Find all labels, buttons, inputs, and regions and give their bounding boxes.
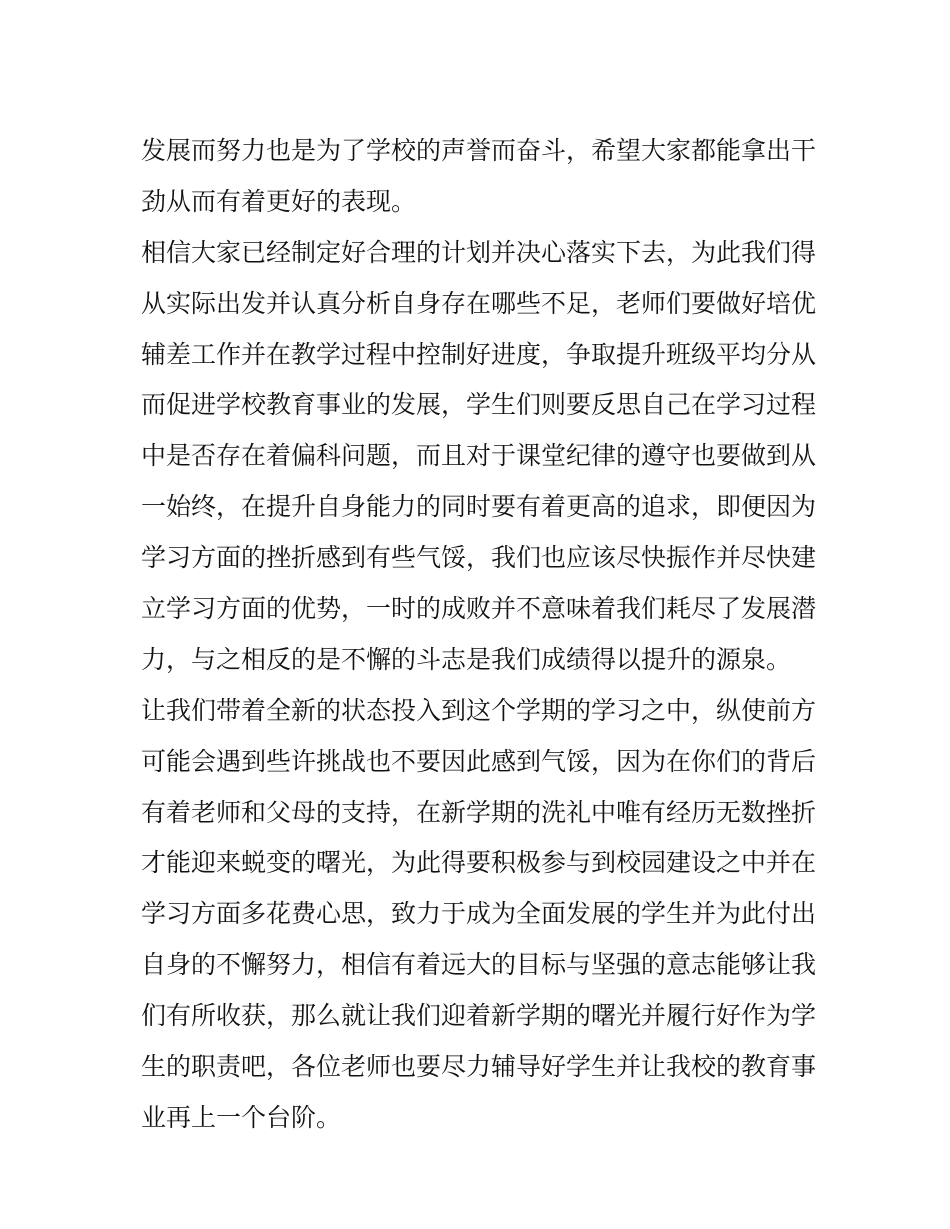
text-line-16: 学习方面多花费心思，致力于成为全面发展的学生并为此付出 [141,899,817,929]
text-line-15: 才能迎来蜕变的曙光，为此得要积极参与到校园建设之中并在 [141,848,817,878]
text-line-8: 一始终，在提升自身能力的同时要有着更高的追求，即便因为 [141,492,817,522]
text-line-9: 学习方面的挫折感到有些气馁，我们也应该尽快振作并尽快建 [141,543,817,573]
text-line-11: 力，与之相反的是不懈的斗志是我们成绩得以提升的源泉。 [141,644,792,674]
text-line-19: 生的职责吧，各位老师也要尽力辅导好学生并让我校的教育事 [141,1052,817,1082]
text-line-18: 们有所收获，那么就让我们迎着新学期的曙光并履行好作为学 [141,1001,817,1031]
text-line-12: 让我们带着全新的状态投入到这个学期的学习之中，纵使前方 [141,695,817,725]
text-line-13: 可能会遇到些许挑战也不要因此感到气馁，因为在你们的背后 [141,746,817,776]
text-line-2: 劲从而有着更好的表现。 [141,186,417,216]
text-line-4: 从实际出发并认真分析自身存在哪些不足，老师们要做好培优 [141,288,817,318]
text-line-6: 而促进学校教育事业的发展，学生们则要反思自己在学习过程 [141,390,817,420]
text-line-3: 相信大家已经制定好合理的计划并决心落实下去，为此我们得 [141,237,817,267]
text-line-10: 立学习方面的优势，一时的成败并不意味着我们耗尽了发展潜 [141,594,817,624]
text-line-7: 中是否存在着偏科问题，而且对于课堂纪律的遵守也要做到从 [141,441,817,471]
document-body [141,126,821,1144]
text-line-5: 辅差工作并在教学过程中控制好进度，争取提升班级平均分从 [141,339,817,369]
text-line-20: 业再上一个台阶。 [141,1102,342,1132]
text-line-1: 发展而努力也是为了学校的声誉而奋斗，希望大家都能拿出干 [141,136,817,165]
text-line-14: 有着老师和父母的支持，在新学期的洗礼中唯有经历无数挫折 [141,797,817,827]
text-line-17: 自身的不懈努力，相信有着远大的目标与坚强的意志能够让我 [141,950,817,980]
